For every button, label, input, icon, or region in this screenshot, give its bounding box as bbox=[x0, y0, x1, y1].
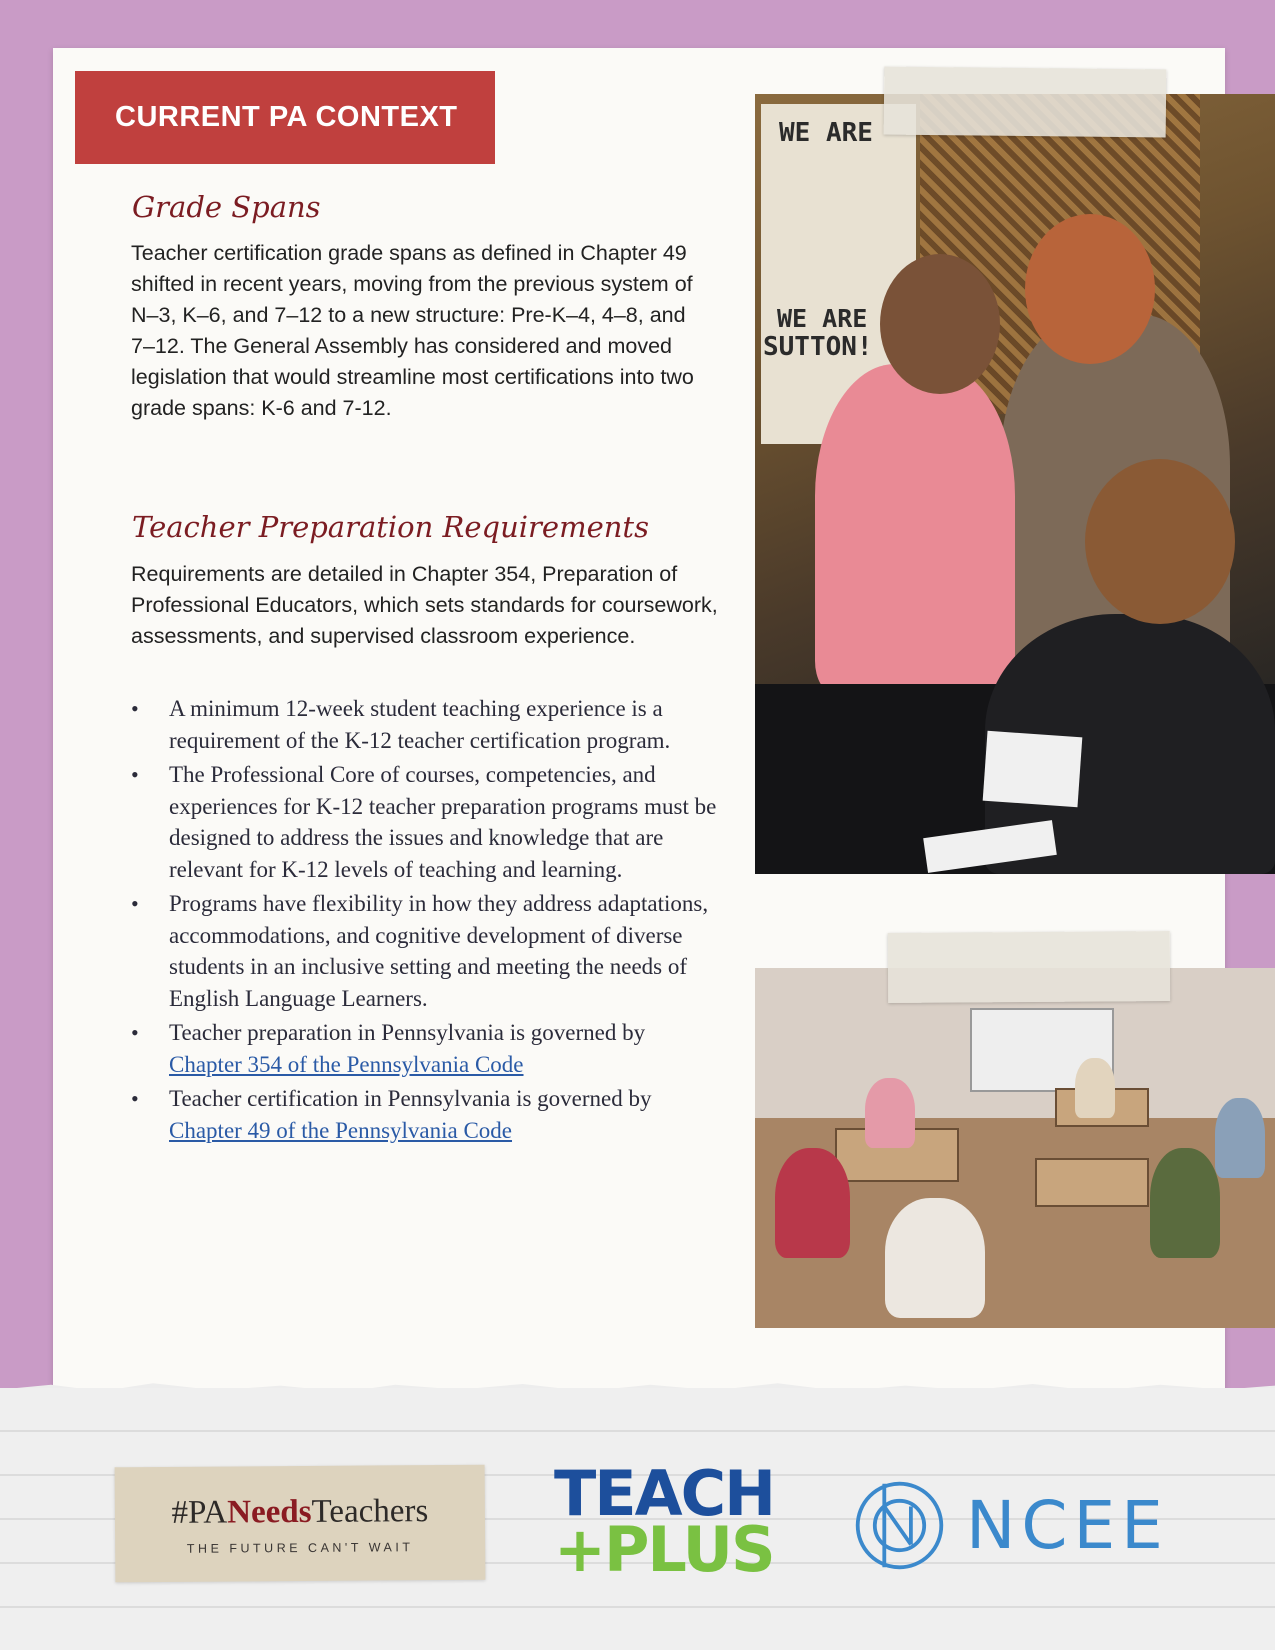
bullet-item bbox=[131, 1083, 721, 1146]
student-head bbox=[880, 254, 1000, 394]
bullet-text: Teacher preparation in Pennsylvania is governed by bbox=[169, 1020, 646, 1045]
hashtag-part: #PA bbox=[171, 1494, 228, 1531]
bullet-item: • The Professional Core of courses, competencies, and experiences for K-12 teacher preparation programs must be designed to address the issues and knowledge that are relevant for K-12 levels of teaching and learning. bbox=[131, 759, 721, 885]
classroom-table bbox=[1035, 1158, 1149, 1207]
teach-word: TEACH bbox=[554, 1457, 775, 1530]
sign-we-are: WE ARE bbox=[779, 118, 873, 148]
sign-sutton: SUTTON! bbox=[763, 332, 873, 362]
hashtag-part: Teachers bbox=[311, 1493, 429, 1530]
classroom-photo-teachers bbox=[755, 968, 1275, 1328]
person-figure bbox=[1150, 1148, 1220, 1258]
prep-heading: Teacher Preparation Requirements bbox=[132, 510, 649, 544]
prep-paragraph: Requirements are detailed in Chapter 354, Preparation of Professional Educators, which sets standards for coursework, assessments, and supervised classroom experience. bbox=[131, 562, 718, 648]
ncee-wordmark: NCEE bbox=[966, 1487, 1169, 1564]
bullet-item: • A minimum 12-week student teaching experience is a requirement of the K-12 teacher certification program. bbox=[131, 693, 721, 756]
section-banner bbox=[75, 71, 495, 164]
ncee-logo-icon bbox=[852, 1478, 947, 1573]
pa-needs-teachers-logo bbox=[115, 1465, 486, 1583]
person-figure bbox=[1075, 1058, 1115, 1118]
chapter-49-link[interactable]: Chapter 49 of the Pennsylvania Code bbox=[169, 1117, 513, 1143]
teacher-head bbox=[1025, 214, 1155, 364]
prep-bullet-list bbox=[131, 693, 721, 1149]
bullet-text: Teacher certification in Pennsylvania is governed by bbox=[169, 1086, 652, 1111]
bullet-item bbox=[131, 1017, 721, 1080]
paper-card bbox=[983, 731, 1083, 807]
tape-strip bbox=[884, 67, 1167, 138]
bullet-item: • Programs have flexibility in how they address adaptations, accommodations, and cognitive development of diverse students in an inclusive setting and meeting the needs of English Language Learners. bbox=[131, 888, 721, 1014]
plus-word: +PLUS bbox=[554, 1513, 774, 1586]
person-figure bbox=[865, 1078, 915, 1148]
hashtag-text bbox=[115, 1493, 485, 1533]
tape-strip bbox=[888, 931, 1170, 1003]
student-head-2 bbox=[1085, 459, 1235, 624]
grade-spans-paragraph: Teacher certification grade spans as defined in Chapter 49 shifted in recent years, moving from the previous system of N–3, K–6, and 7–12 to a new structure: Pre-K–4, 4–8, and 7–12. The General Assembly has considered and moved legislation that would streamline most certifications into two grade spans: K-6 and 7-12. bbox=[131, 241, 694, 420]
person-figure bbox=[775, 1148, 850, 1258]
grade-spans-heading: Grade Spans bbox=[132, 190, 321, 224]
teach-plus-logo bbox=[554, 1457, 775, 1586]
classroom-photo-teacher-students bbox=[755, 94, 1275, 874]
sign-we-are-2: WE ARE bbox=[777, 304, 868, 333]
banner-title: CURRENT PA CONTEXT bbox=[115, 101, 458, 133]
student-pink-hoodie bbox=[815, 364, 1015, 694]
hashtag-needs: Needs bbox=[227, 1493, 312, 1531]
chapter-354-link[interactable]: Chapter 354 of the Pennsylvania Code bbox=[169, 1051, 524, 1077]
tagline: THE FUTURE CAN'T WAIT bbox=[186, 1540, 414, 1556]
person-figure bbox=[1215, 1098, 1265, 1178]
person-figure bbox=[885, 1198, 985, 1318]
